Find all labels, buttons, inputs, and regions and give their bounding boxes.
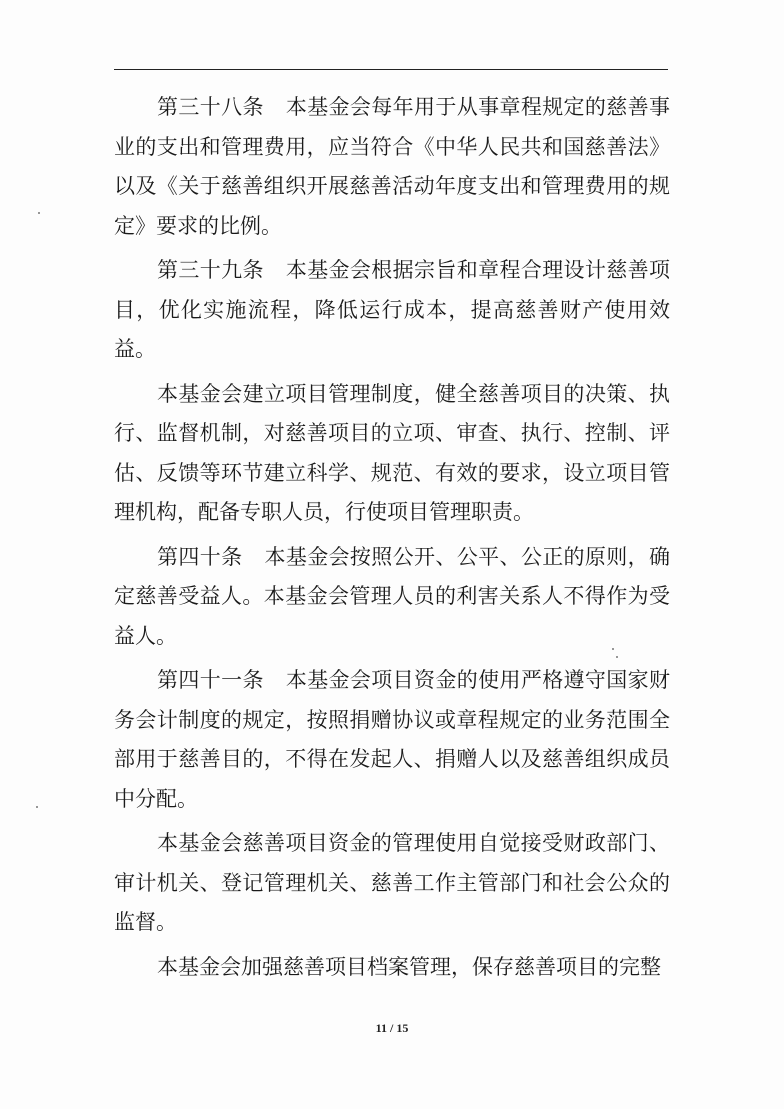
scan-speck <box>38 212 40 214</box>
article-number: 第四十一条 <box>157 668 264 692</box>
article-number: 第三十九条 <box>157 258 264 282</box>
page-number: 11 / 15 <box>375 1021 409 1035</box>
article-number: 第三十八条 <box>157 95 264 119</box>
article-number: 第四十条 <box>157 544 243 569</box>
paragraph-supervision <box>114 824 670 944</box>
paragraph-article-39 <box>114 251 670 371</box>
paragraph-text: 本基金会建立项目管理制度，健全慈善项目的决策、执行、监督机制，对慈善项目的立项、审查、执行、控制、评估、反馈等环节建立科学、规范、有效的要求，设立项目管理机构，配备专职人员，行使项目管理职责。 <box>114 381 670 524</box>
paragraph-article-38 <box>114 88 670 247</box>
paragraph-archive <box>114 948 670 989</box>
scan-speck <box>616 656 618 658</box>
header-rule <box>114 69 668 70</box>
paragraph-article-40 <box>114 538 670 658</box>
paragraph-text: 本基金会根据宗旨和章程合理设计慈善项目，优化实施流程，降低运行成本，提高慈善财产使用效益。 <box>114 258 671 361</box>
document-body <box>114 88 670 988</box>
paragraph-text: 本基金会慈善项目资金的管理使用自觉接受财政部门、审计机关、登记管理机关、慈善工作主管部门和社会公众的监督。 <box>114 831 670 934</box>
paragraph-article-41 <box>114 661 670 820</box>
scan-speck <box>612 648 614 650</box>
paragraph-text: 本基金会每年用于从事章程规定的慈善事业的支出和管理费用，应当符合《中华人民共和国慈善法》以及《关于慈善组织开展慈善活动年度支出和管理费用的规定》要求的比例。 <box>114 95 671 238</box>
paragraph-text: 本基金会加强慈善项目档案管理，保存慈善项目的完整 <box>157 954 661 979</box>
paragraph-project-management <box>114 375 670 534</box>
paragraph-text: 本基金会按照公开、公平、公正的原则，确定慈善受益人。本基金会管理人员的利害关系人不得作为受益人。 <box>114 544 671 648</box>
paragraph-text: 本基金会项目资金的使用严格遵守国家财务会计制度的规定，按照捐赠协议或章程规定的业务范围全部用于慈善目的，不得在发起人、捐赠人以及慈善组织成员中分配。 <box>114 668 671 811</box>
scan-speck <box>36 806 38 808</box>
